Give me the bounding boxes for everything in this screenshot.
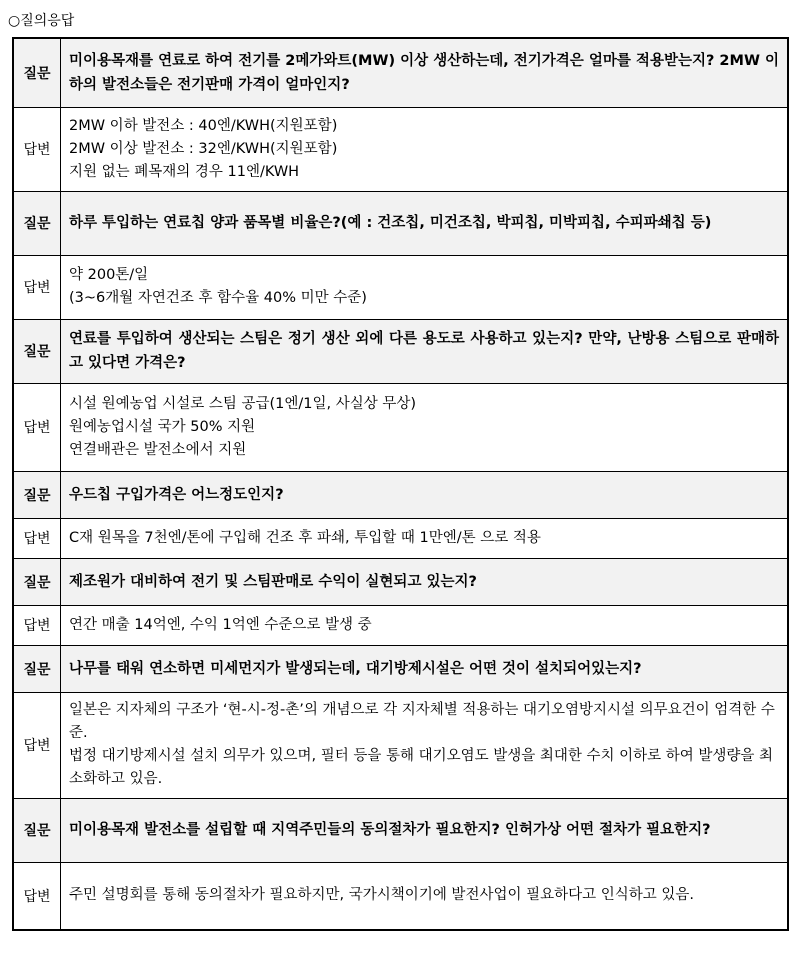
answer-label: 답변 <box>13 862 61 930</box>
question-row <box>13 319 788 383</box>
answer-label: 답변 <box>13 383 61 471</box>
question-row <box>13 798 788 862</box>
question-label: 질문 <box>13 319 61 383</box>
answer-text <box>61 255 789 319</box>
question-row <box>13 191 788 255</box>
answer-row <box>13 255 788 319</box>
question-text <box>61 558 789 605</box>
answer-row <box>13 383 788 471</box>
answer-text <box>61 692 789 798</box>
text-line: 일본은 지자체의 구조가 ‘현-시-정-촌’의 개념으로 각 지자체별 적용하는 대기오염방지시설 의무요건이 엄격한 수준. <box>69 702 775 741</box>
question-label: 질문 <box>13 798 61 862</box>
answer-row <box>13 518 788 558</box>
question-text <box>61 191 789 255</box>
question-label: 질문 <box>13 471 61 518</box>
text-line: 제조원가 대비하여 전기 및 스팀판매로 수익이 실현되고 있는지? <box>69 573 477 590</box>
text-line: 주민 설명회를 통해 동의절차가 필요하지만, 국가시책이기에 발전사업이 필요하다고 인식하고 있음. <box>69 887 694 904</box>
text-line: 미이용목재를 연료로 하여 전기를 2메가와트(MW) 이상 생산하는데, 전기가격은 얼마를 적용받는지? 2MW 이하의 발전소들은 전기판매 가격이 얼마인지? <box>69 52 779 93</box>
text-line: 2MW 이하 발전소 : 40엔/KWH(지원포함) <box>69 117 338 134</box>
answer-text <box>61 383 789 471</box>
text-line: 나무를 태워 연소하면 미세먼지가 발생되는데, 대기방제시설은 어떤 것이 설치되어있는지? <box>69 660 642 677</box>
question-label: 질문 <box>13 645 61 692</box>
question-text <box>61 798 789 862</box>
answer-row <box>13 692 788 798</box>
answer-label: 답변 <box>13 255 61 319</box>
section-heading: ○질의응답 <box>8 13 75 29</box>
answer-row <box>13 862 788 930</box>
question-text <box>61 319 789 383</box>
text-line: 우드칩 구입가격은 어느정도인지? <box>69 486 284 503</box>
question-text <box>61 645 789 692</box>
question-row <box>13 38 788 107</box>
answer-label: 답변 <box>13 692 61 798</box>
question-row <box>13 558 788 605</box>
text-line: 연간 매출 14억엔, 수익 1억엔 수준으로 발생 중 <box>69 616 372 633</box>
text-line: 2MW 이상 발전소 : 32엔/KWH(지원포함) <box>69 140 338 157</box>
answer-text <box>61 107 789 191</box>
question-row <box>13 645 788 692</box>
answer-text <box>61 518 789 558</box>
text-line: 지원 없는 폐목재의 경우 11엔/KWH <box>69 163 300 180</box>
text-line: (3~6개월 자연건조 후 함수율 40% 미만 수준) <box>69 290 367 306</box>
text-line: 연결배관은 발전소에서 지원 <box>69 441 247 458</box>
text-line: 미이용목재 발전소를 설립할 때 지역주민들의 동의절차가 필요한지? 인허가상 어떤 절차가 필요한지? <box>69 822 711 838</box>
text-line: 약 200톤/일 <box>69 267 149 283</box>
answer-label: 답변 <box>13 605 61 645</box>
question-label: 질문 <box>13 38 61 107</box>
question-text <box>61 471 789 518</box>
answer-label: 답변 <box>13 518 61 558</box>
question-text <box>61 38 789 107</box>
text-line: 하루 투입하는 연료칩 양과 품목별 비율은?(예 : 건조칩, 미건조칩, 박피칩, 미박피칩, 수피파쇄칩 등) <box>69 215 712 231</box>
answer-label: 답변 <box>13 107 61 191</box>
text-line: 법정 대기방제시설 설치 의무가 있으며, 필터 등을 통해 대기오염도 발생을 최대한 수치 이하로 하여 발생량을 최소화하고 있음. <box>69 748 774 787</box>
answer-text <box>61 605 789 645</box>
question-label: 질문 <box>13 191 61 255</box>
answer-row <box>13 107 788 191</box>
text-line: C재 원목을 7천엔/톤에 구입해 건조 후 파쇄, 투입할 때 1만엔/톤 으로 적용 <box>69 529 541 546</box>
answer-row <box>13 605 788 645</box>
question-row <box>13 471 788 518</box>
answer-text <box>61 862 789 930</box>
question-label: 질문 <box>13 558 61 605</box>
text-line: 연료를 투입하여 생산되는 스팀은 정기 생산 외에 다른 용도로 사용하고 있는지? 만약, 난방용 스팀으로 판매하고 있다면 가격은? <box>69 331 779 371</box>
qa-table <box>12 37 789 931</box>
text-line: 원예농업시설 국가 50% 지원 <box>69 418 256 435</box>
text-line: 시설 원예농업 시설로 스팀 공급(1엔/1일, 사실상 무상) <box>69 395 417 412</box>
